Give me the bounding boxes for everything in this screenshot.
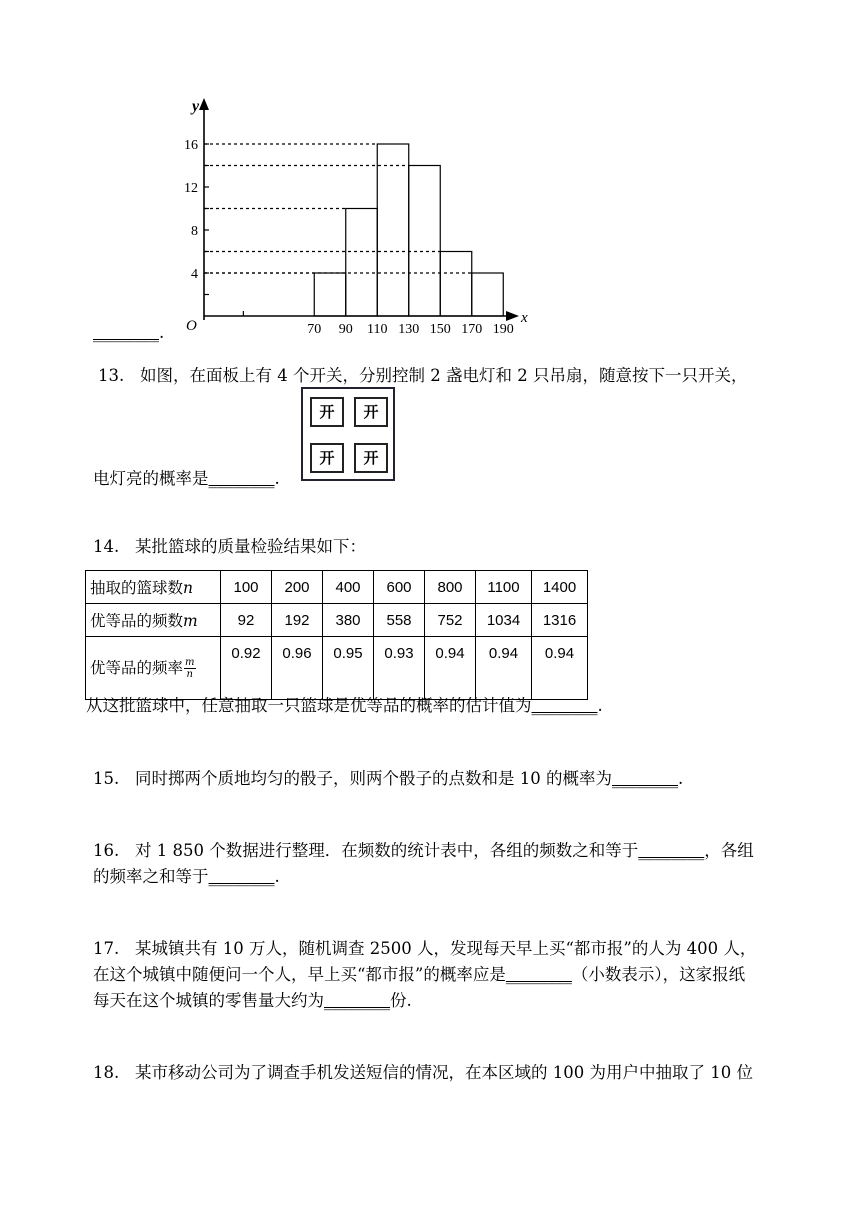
table-cell: 0.94 xyxy=(532,637,588,700)
q12-answer-line: ________. xyxy=(93,321,164,345)
switch-panel-figure xyxy=(301,387,395,481)
q17-number: 17. xyxy=(93,939,120,958)
switch-2: 开 xyxy=(354,397,388,427)
q18-number: 18. xyxy=(93,1063,120,1082)
table-cell: 800 xyxy=(425,571,476,604)
x-tick-label: 170 xyxy=(461,322,483,337)
q16-line2: 的频率之和等于________. xyxy=(93,865,280,889)
q13-line1 xyxy=(98,364,747,388)
quality-check-table xyxy=(85,570,588,700)
table-cell: 600 xyxy=(374,571,425,604)
x-axis-label: x xyxy=(521,310,528,326)
y-tick-label: 12 xyxy=(184,181,198,196)
row-header-quality-frequency: 优等品的频率 $\frac{m}{n}$ xyxy=(86,637,221,700)
q17-line1: 17. 某城镇共有 10 万人，随机调查 2500 人，发现每天早上买“都市报”的人为 400 人， xyxy=(93,939,757,958)
q13-text: 如图，在面板上有 4 个开关，分别控制 2 盏电灯和 2 只吊扇，随意按下一只开关， xyxy=(140,366,748,385)
x-tick-label: 190 xyxy=(492,322,514,337)
frequency-histogram xyxy=(0,0,860,345)
histogram-bar xyxy=(314,273,346,316)
table-cell: 400 xyxy=(323,571,374,604)
q18-line1: 18. 某市移动公司为了调查手机发送短信的情况，在本区域的 100 为用户中抽取了 10 位 xyxy=(93,1063,753,1082)
table-cell: 558 xyxy=(374,604,425,637)
table-cell: 1034 xyxy=(476,604,532,637)
table-row-quality-frequency xyxy=(86,637,588,700)
table-cell: 0.94 xyxy=(476,637,532,700)
q13-blank: ________ xyxy=(208,469,275,488)
q13-line2: 电灯亮的概率是________. xyxy=(93,467,280,491)
fraction-m-over-n: $\frac{m}{n}$ xyxy=(185,657,195,681)
table-cell: 1400 xyxy=(532,571,588,604)
table-cell: 0.96 xyxy=(272,637,323,700)
table-row-quality-count xyxy=(86,604,588,637)
histogram-guide-lines xyxy=(204,144,472,273)
q15-blank: ________ xyxy=(612,769,678,788)
q14-line2: 从这批篮球中，任意抽取一只篮球是优等品的概率的估计值为________. xyxy=(86,694,603,718)
x-tick-label: 110 xyxy=(367,322,388,337)
row-header-sample-count: 抽取的篮球数n xyxy=(86,571,221,604)
y-axis-arrow xyxy=(199,98,209,110)
origin-label: O xyxy=(186,318,197,334)
x-tick-label: 90 xyxy=(338,322,353,337)
switch-1: 开 xyxy=(310,397,344,427)
table-cell: 200 xyxy=(272,571,323,604)
histogram-bar xyxy=(440,252,472,317)
table-cell: 0.92 xyxy=(221,637,272,700)
x-axis-arrow xyxy=(506,311,519,321)
q15-line: 15. 同时掷两个质地均匀的骰子，则两个骰子的点数和是 10 的概率为________. xyxy=(93,767,683,791)
table-cell: 100 xyxy=(221,571,272,604)
histogram-bar xyxy=(346,209,378,317)
row-header-quality-count: 优等品的频数m xyxy=(86,604,221,637)
q14-number: 14. xyxy=(93,537,120,556)
x-tick-label: 70 xyxy=(307,322,322,337)
y-axis-label: y xyxy=(192,98,200,115)
table-cell: 192 xyxy=(272,604,323,637)
table-cell: 1100 xyxy=(476,571,532,604)
q12-blank: ________ xyxy=(93,323,159,342)
histogram-bar xyxy=(377,144,409,316)
table-cell: 1316 xyxy=(532,604,588,637)
q14-line1 xyxy=(93,535,366,559)
histogram-bar xyxy=(472,273,504,316)
table-cell: 0.95 xyxy=(323,637,374,700)
switch-3: 开 xyxy=(310,443,344,473)
q16-number: 16. xyxy=(93,841,120,860)
q14-blank: ________ xyxy=(531,696,598,715)
table-cell: 92 xyxy=(221,604,272,637)
table-cell: 0.94 xyxy=(425,637,476,700)
q17-line2: 在这个城镇中随便问一个人，早上买“都市报”的概率应是________（小数表示），这家报纸 xyxy=(93,963,745,987)
q14-text: 某批篮球的质量检验结果如下： xyxy=(135,537,366,556)
switch-4: 开 xyxy=(354,443,388,473)
q15-number: 15. xyxy=(93,769,120,788)
table-cell: 380 xyxy=(323,604,374,637)
q17-blank-2: ________ xyxy=(324,991,390,1010)
table-cell: 0.93 xyxy=(374,637,425,700)
histogram-bar xyxy=(409,166,441,317)
q13-number: 13. xyxy=(98,366,125,385)
q17-blank-1: ________ xyxy=(505,965,572,984)
histogram-bars xyxy=(314,144,503,316)
q16-blank-1: ________ xyxy=(638,841,705,860)
q17-line3: 每天在这个城镇的零售量大约为________份. xyxy=(93,989,412,1013)
x-tick-label: 130 xyxy=(398,322,420,337)
q16-line1: 16. 对 1 850 个数据进行整理．在频数的统计表中，各组的频数之和等于________，各组 xyxy=(93,839,754,863)
table-cell: 752 xyxy=(425,604,476,637)
y-tick-label: 16 xyxy=(184,138,198,153)
q16-blank-2: ________ xyxy=(208,867,275,886)
y-tick-label: 8 xyxy=(191,224,198,239)
x-tick-label: 150 xyxy=(429,322,451,337)
table-row-sample-count xyxy=(86,571,588,604)
y-tick-label: 4 xyxy=(191,267,198,282)
